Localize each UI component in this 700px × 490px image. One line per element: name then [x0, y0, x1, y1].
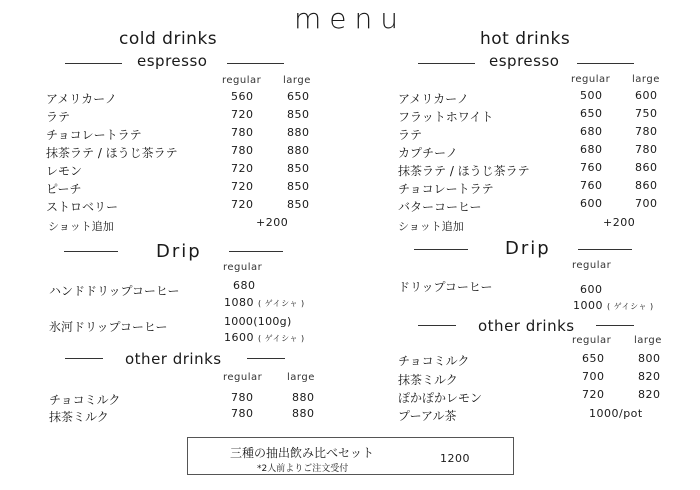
menu-item-name: フラットホワイト: [398, 110, 494, 124]
menu-item-name: 抹茶ラテ / ほうじ茶ラテ: [46, 146, 178, 160]
menu-item-name: 抹茶ミルク: [49, 410, 109, 424]
menu-item-large-price: 750: [635, 107, 658, 120]
menu-item-regular-price: 780: [231, 126, 254, 139]
menu-item-price: 1000(100g): [224, 315, 292, 328]
menu-item-large-price: 860: [635, 161, 658, 174]
cold-espresso-regular-label: regular: [222, 75, 262, 86]
menu-item-large-price: 850: [287, 162, 310, 175]
menu-item-name: チョコレートラテ: [46, 128, 142, 142]
menu-item-name: ピーチ: [46, 182, 82, 196]
divider: [418, 63, 475, 64]
menu-item-price-geisha: [224, 331, 305, 344]
menu-item-large-price: 850: [287, 108, 310, 121]
hot-drip-heading: Drip: [505, 238, 551, 259]
hot-other-heading: other drinks: [478, 317, 575, 335]
menu-item-regular-price: 720: [231, 180, 254, 193]
price-value: 1600: [224, 331, 254, 344]
menu-item-large-price: 820: [638, 388, 661, 401]
menu-item-name: ラテ: [398, 128, 423, 142]
menu-item-price: 600: [580, 283, 603, 296]
divider: [247, 358, 285, 359]
hot-espresso-regular-label: regular: [571, 74, 611, 85]
hot-espresso-heading: espresso: [489, 52, 560, 70]
tasting-set-note: *2人前よりご注文受付: [257, 464, 349, 474]
cold-other-large-label: large: [287, 372, 315, 383]
menu-item-large-price: 850: [287, 180, 310, 193]
menu-item-regular-price: 760: [580, 179, 603, 192]
divider: [65, 358, 103, 359]
menu-item-regular-price: 680: [580, 143, 603, 156]
menu-item-name: プーアル茶: [398, 409, 457, 423]
menu-item-regular-price: 780: [231, 407, 254, 420]
menu-item-large-price: 780: [635, 143, 658, 156]
price-value: 1080: [224, 296, 254, 309]
menu-item-large-price: 850: [287, 198, 310, 211]
menu-item-name: チョコレートラテ: [398, 182, 494, 196]
hot-drip-regular-label: regular: [572, 260, 612, 271]
menu-item-regular-price: 600: [580, 197, 603, 210]
menu-item-price-geisha: [224, 296, 305, 309]
cold-drip-heading: Drip: [156, 241, 202, 262]
geisha-note: ( ゲイシャ ): [607, 302, 654, 311]
menu-item-regular-price: 760: [580, 161, 603, 174]
menu-title: menu: [294, 2, 406, 35]
tasting-set-price: 1200: [440, 452, 470, 465]
menu-item-regular-price: 720: [231, 162, 254, 175]
menu-item-large-price: 780: [635, 125, 658, 138]
divider: [577, 63, 634, 64]
cold-drip-regular-label: regular: [223, 262, 263, 273]
menu-item-regular-price: 720: [231, 198, 254, 211]
menu-item-large-price: 700: [635, 197, 658, 210]
menu-item-large-price: 880: [292, 391, 315, 404]
menu-item-name: カプチーノ: [398, 146, 458, 160]
divider: [578, 249, 632, 250]
menu-item-price: 680: [233, 279, 256, 292]
menu-item-regular-price: 720: [582, 388, 605, 401]
menu-item-large-price: 880: [292, 407, 315, 420]
menu-item-name: バターコーヒー: [398, 200, 482, 214]
divider: [64, 251, 118, 252]
cold-espresso-large-label: large: [283, 75, 311, 86]
geisha-note: ( ゲイシャ ): [258, 299, 305, 308]
menu-item-name: 氷河ドリップコーヒー: [49, 320, 168, 334]
menu-item-regular-price: 680: [580, 125, 603, 138]
hot-drinks-heading: hot drinks: [480, 29, 571, 49]
menu-item-large-price: 860: [635, 179, 658, 192]
menu-item-name: 抹茶ミルク: [398, 373, 458, 387]
menu-item-name: ストロベリー: [46, 200, 119, 214]
menu-item-regular-price: 560: [231, 90, 254, 103]
cold-other-heading: other drinks: [125, 350, 222, 368]
menu-item-name: アメリカーノ: [46, 92, 117, 106]
menu-item-regular-price: 650: [580, 107, 603, 120]
menu-item-name: チョコミルク: [49, 393, 121, 407]
divider: [229, 251, 283, 252]
cold-other-regular-label: regular: [223, 372, 263, 383]
shot-add-price: +200: [603, 216, 636, 229]
menu-item-name: ぽかぽかレモン: [398, 391, 483, 405]
menu-item-regular-price: 700: [582, 370, 605, 383]
cold-espresso-heading: espresso: [137, 52, 208, 70]
menu-item-name: ラテ: [46, 110, 71, 124]
menu-item-name: ハンドドリップコーヒー: [49, 284, 180, 298]
shot-add-price: +200: [256, 216, 289, 229]
cold-drinks-heading: cold drinks: [119, 29, 218, 49]
hot-other-regular-label: regular: [572, 335, 612, 346]
shot-add-label: ショット追加: [48, 220, 114, 233]
menu-item-regular-price: 780: [231, 144, 254, 157]
menu-item-large-price: 800: [638, 352, 661, 365]
menu-item-regular-price: 720: [231, 108, 254, 121]
menu-item-name: アメリカーノ: [398, 92, 469, 106]
menu-item-regular-price: 500: [580, 89, 603, 102]
menu-item-price: 1000/pot: [589, 407, 643, 420]
tasting-set-box: [187, 437, 514, 475]
menu-item-name: ドリップコーヒー: [398, 280, 493, 294]
menu-item-name: レモン: [46, 164, 83, 178]
menu-item-regular-price: 650: [582, 352, 605, 365]
geisha-note: ( ゲイシャ ): [258, 334, 305, 343]
menu-item-name: 抹茶ラテ / ほうじ茶ラテ: [398, 164, 530, 178]
menu-item-price-geisha: [573, 299, 654, 312]
hot-other-large-label: large: [634, 335, 662, 346]
shot-add-label: ショット追加: [398, 220, 464, 233]
menu-item-large-price: 880: [287, 126, 310, 139]
tasting-set-title: 三種の抽出飲み比べセット: [230, 446, 375, 460]
divider: [596, 325, 634, 326]
menu-item-large-price: 820: [638, 370, 661, 383]
divider: [227, 63, 284, 64]
menu-item-regular-price: 780: [231, 391, 254, 404]
menu-item-name: チョコミルク: [398, 354, 470, 368]
divider: [414, 249, 468, 250]
menu-item-large-price: 600: [635, 89, 658, 102]
menu-item-large-price: 650: [287, 90, 310, 103]
hot-espresso-large-label: large: [632, 74, 660, 85]
divider: [65, 63, 122, 64]
divider: [418, 325, 456, 326]
price-value: 1000: [573, 299, 603, 312]
menu-item-large-price: 880: [287, 144, 310, 157]
